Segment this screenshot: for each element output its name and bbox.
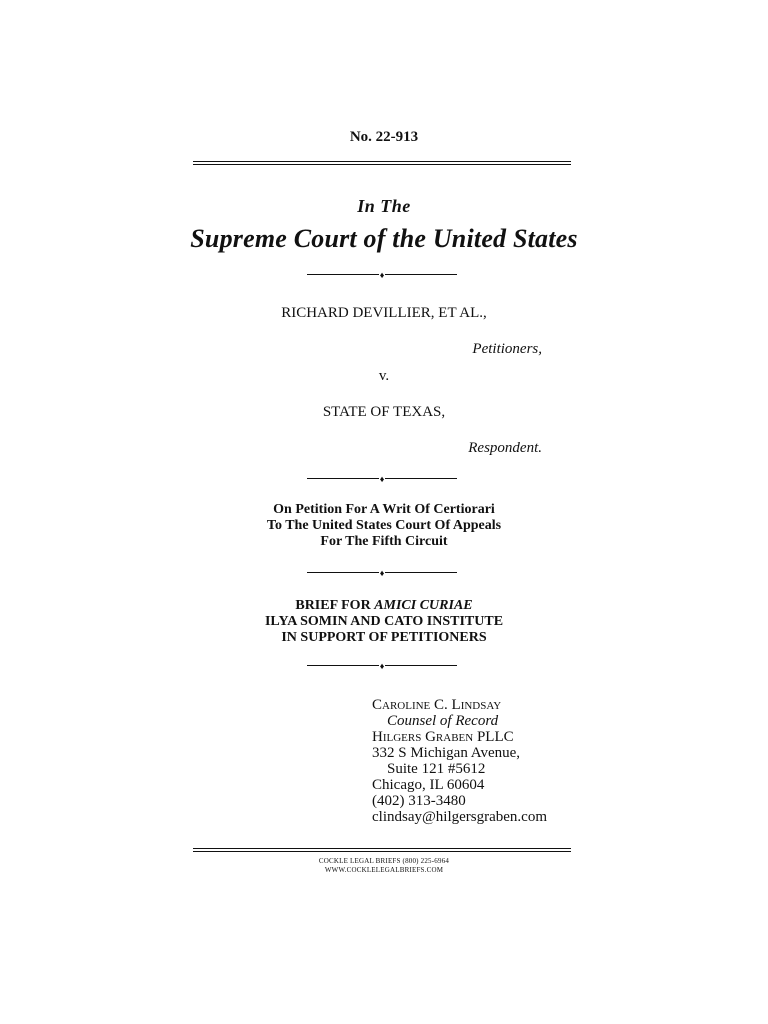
- top-double-rule: [193, 161, 571, 162]
- counsel-email: clindsay@hilgersgraben.com: [372, 809, 548, 825]
- counsel-title: Counsel of Record: [387, 713, 499, 729]
- counsel-address2: Suite 121 #5612: [387, 761, 486, 777]
- diamond-icon: ♦: [379, 661, 385, 671]
- petitioner-role: Petitioners,: [472, 341, 542, 357]
- petition-statement: [0, 502, 768, 550]
- counsel-name: Caroline C. Lindsay: [372, 697, 502, 713]
- printer-info: [0, 857, 768, 875]
- petitioner-name: RICHARD DEVILLIER, ET AL.,: [281, 305, 487, 321]
- counsel-phone: (402) 313-3480: [372, 793, 466, 809]
- diamond-icon: ♦: [379, 568, 385, 578]
- petition-line: On Petition For A Writ Of Certiorari: [273, 502, 495, 517]
- counsel-city: Chicago, IL 60604: [372, 777, 485, 793]
- ornament-divider: [307, 474, 457, 484]
- printer-line: COCKLE LEGAL BRIEFS (800) 225-6964: [318, 857, 450, 865]
- versus: v.: [378, 368, 390, 384]
- respondent-role: Respondent.: [468, 440, 542, 456]
- respondent-name: STATE OF TEXAS,: [322, 404, 446, 420]
- bottom-double-rule: [193, 848, 571, 849]
- court-line-in-the: In The: [357, 196, 411, 216]
- counsel-firm: Hilgers Graben PLLC: [372, 729, 514, 745]
- petition-line: To The United States Court Of Appeals: [266, 518, 502, 533]
- diamond-icon: ♦: [379, 270, 385, 280]
- ornament-divider: [307, 661, 457, 671]
- brief-line: ILYA SOMIN AND CATO INSTITUTE: [264, 614, 504, 629]
- ornament-divider: [307, 568, 457, 578]
- docket-number: No. 22-913: [349, 129, 419, 145]
- counsel-block: [372, 697, 547, 825]
- diamond-icon: ♦: [379, 474, 385, 484]
- petition-line: For The Fifth Circuit: [320, 534, 448, 549]
- brief-title: [0, 598, 768, 646]
- court-name: Supreme Court of the United States: [190, 224, 578, 253]
- ornament-divider: [307, 270, 457, 280]
- counsel-address1: 332 S Michigan Avenue,: [372, 745, 521, 761]
- printer-line: WWW.COCKLELEGALBRIEFS.COM: [324, 866, 444, 874]
- brief-line: IN SUPPORT OF PETITIONERS: [281, 630, 487, 645]
- brief-line: BRIEF FOR AMICI CURIAE: [295, 598, 473, 613]
